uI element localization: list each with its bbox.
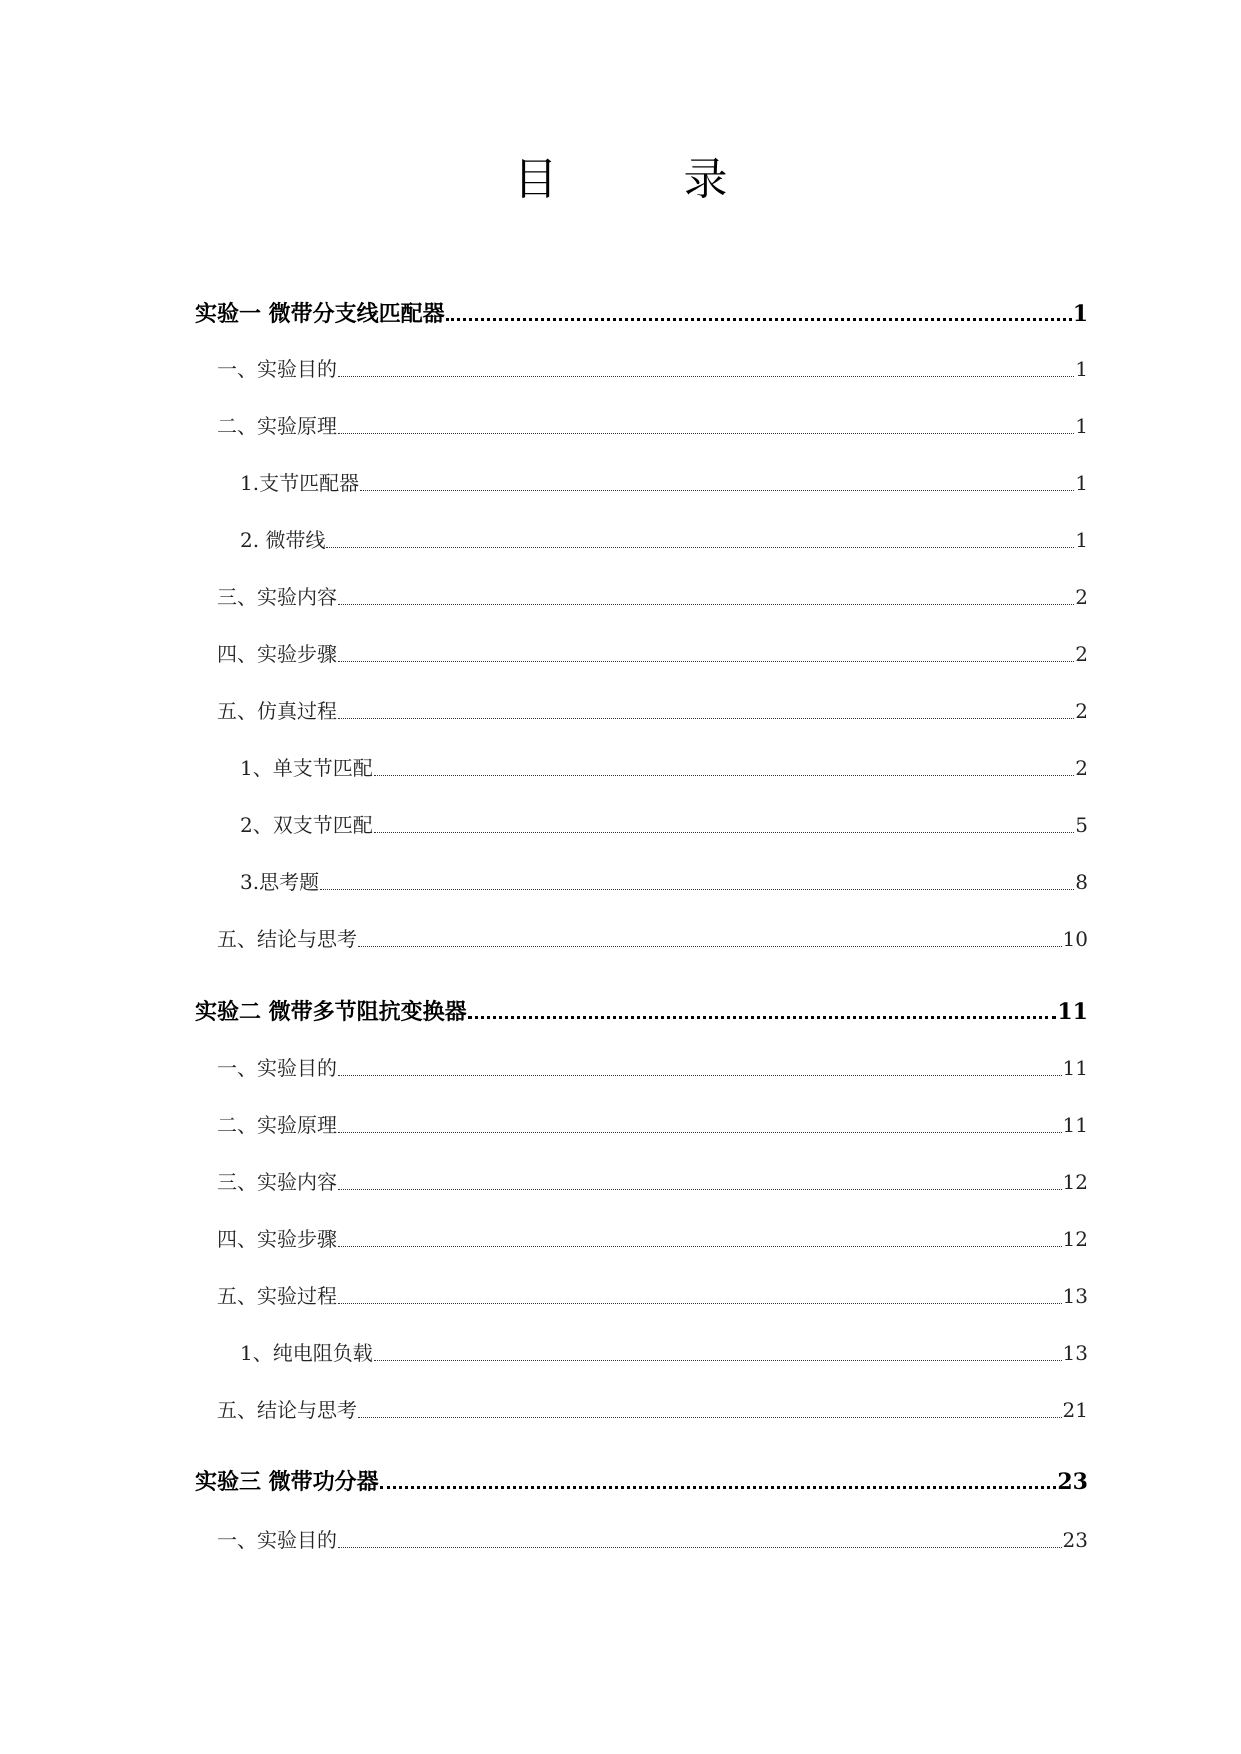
toc-label: 五、结论与思考 <box>217 1398 357 1422</box>
toc-page-number: 12 <box>1062 1227 1088 1251</box>
toc-page-number: 23 <box>1062 1528 1088 1552</box>
toc-label: 四、实验步骤 <box>217 642 337 666</box>
toc-label: 实验二 微带多节阻抗变换器 <box>195 1000 467 1025</box>
toc-entry[interactable] <box>217 923 1088 953</box>
dot-leader <box>338 1246 1062 1247</box>
toc-page-number: 23 <box>1057 1469 1088 1495</box>
dot-leader <box>320 889 1074 890</box>
toc-label: 实验三 微带功分器 <box>195 1470 379 1495</box>
toc-page-number: 1 <box>1075 414 1088 438</box>
dot-leader <box>380 1486 1057 1489</box>
toc-page-number: 11 <box>1057 999 1088 1025</box>
toc-entry[interactable] <box>217 1052 1088 1082</box>
toc-entry[interactable] <box>240 524 1088 554</box>
dot-leader <box>374 832 1075 833</box>
dot-leader <box>338 1547 1062 1548</box>
dot-leader <box>326 547 1074 548</box>
toc-entry[interactable] <box>240 866 1088 896</box>
page-title: 目 录 <box>513 154 784 205</box>
toc-label: 2、双支节匹配 <box>240 813 373 837</box>
toc-label: 一、实验目的 <box>217 1056 337 1080</box>
toc-label: 1.支节匹配器 <box>240 471 360 495</box>
toc-page-number: 1 <box>1072 301 1088 327</box>
toc-entry[interactable] <box>217 1524 1088 1554</box>
toc-entry[interactable] <box>217 638 1088 668</box>
dot-leader <box>338 376 1074 377</box>
dot-leader <box>358 1417 1062 1418</box>
toc-page-number: 2 <box>1075 756 1088 780</box>
toc-entry[interactable] <box>240 1337 1088 1367</box>
toc-label: 五、仿真过程 <box>217 699 337 723</box>
toc-entry[interactable] <box>217 353 1088 383</box>
toc-page-number: 8 <box>1075 870 1088 894</box>
toc-entry[interactable] <box>195 1465 1088 1495</box>
dot-leader <box>446 318 1072 321</box>
toc-page-number: 10 <box>1062 927 1088 951</box>
toc-label: 三、实验内容 <box>217 1170 337 1194</box>
dot-leader <box>338 1132 1062 1133</box>
toc-label: 二、实验原理 <box>217 1113 337 1137</box>
toc-label: 五、结论与思考 <box>217 927 357 951</box>
toc-page-number: 11 <box>1062 1056 1088 1080</box>
toc-label: 一、实验目的 <box>217 357 337 381</box>
toc-entry[interactable] <box>217 1280 1088 1310</box>
toc-label: 1、纯电阻负载 <box>240 1341 373 1365</box>
toc-label: 1、单支节匹配 <box>240 756 373 780</box>
toc-entry[interactable] <box>217 1223 1088 1253</box>
dot-leader <box>468 1016 1057 1019</box>
toc-entry[interactable] <box>217 581 1088 611</box>
toc-page-number: 13 <box>1062 1341 1088 1365</box>
toc-label: 二、实验原理 <box>217 414 337 438</box>
toc-label: 实验一 微带分支线匹配器 <box>195 302 445 327</box>
toc-page-number: 1 <box>1075 357 1088 381</box>
toc-page-number: 11 <box>1062 1113 1088 1137</box>
toc-entry[interactable] <box>240 467 1088 497</box>
toc-label: 3.思考题 <box>240 870 320 894</box>
toc-label: 三、实验内容 <box>217 585 337 609</box>
dot-leader <box>374 1360 1062 1361</box>
toc-entry[interactable] <box>217 695 1088 725</box>
dot-leader <box>338 1303 1062 1304</box>
toc-page-number: 2 <box>1075 642 1088 666</box>
toc-entry[interactable] <box>217 1394 1088 1424</box>
dot-leader <box>358 946 1062 947</box>
dot-leader <box>338 1075 1062 1076</box>
toc-label: 一、实验目的 <box>217 1528 337 1552</box>
toc-entry[interactable] <box>195 297 1088 327</box>
toc-page-number: 12 <box>1062 1170 1088 1194</box>
toc-label: 五、实验过程 <box>217 1284 337 1308</box>
toc-entry[interactable] <box>240 752 1088 782</box>
toc-page-number: 5 <box>1075 813 1088 837</box>
toc-entry[interactable] <box>217 1166 1088 1196</box>
dot-leader <box>338 661 1074 662</box>
dot-leader <box>360 490 1074 491</box>
dot-leader <box>374 775 1075 776</box>
toc-label: 2. 微带线 <box>240 528 326 552</box>
dot-leader <box>338 433 1074 434</box>
toc-page-number: 1 <box>1075 528 1088 552</box>
toc-label: 四、实验步骤 <box>217 1227 337 1251</box>
toc-entry[interactable] <box>240 809 1088 839</box>
dot-leader <box>338 1189 1062 1190</box>
toc-page-number: 1 <box>1075 471 1088 495</box>
toc-page-number: 2 <box>1075 699 1088 723</box>
dot-leader <box>338 718 1074 719</box>
toc-page-number: 21 <box>1062 1398 1088 1422</box>
toc-entry[interactable] <box>217 410 1088 440</box>
dot-leader <box>338 604 1074 605</box>
toc-entry[interactable] <box>195 995 1088 1025</box>
toc-page-number: 13 <box>1062 1284 1088 1308</box>
toc-entry[interactable] <box>217 1109 1088 1139</box>
toc-page-number: 2 <box>1075 585 1088 609</box>
